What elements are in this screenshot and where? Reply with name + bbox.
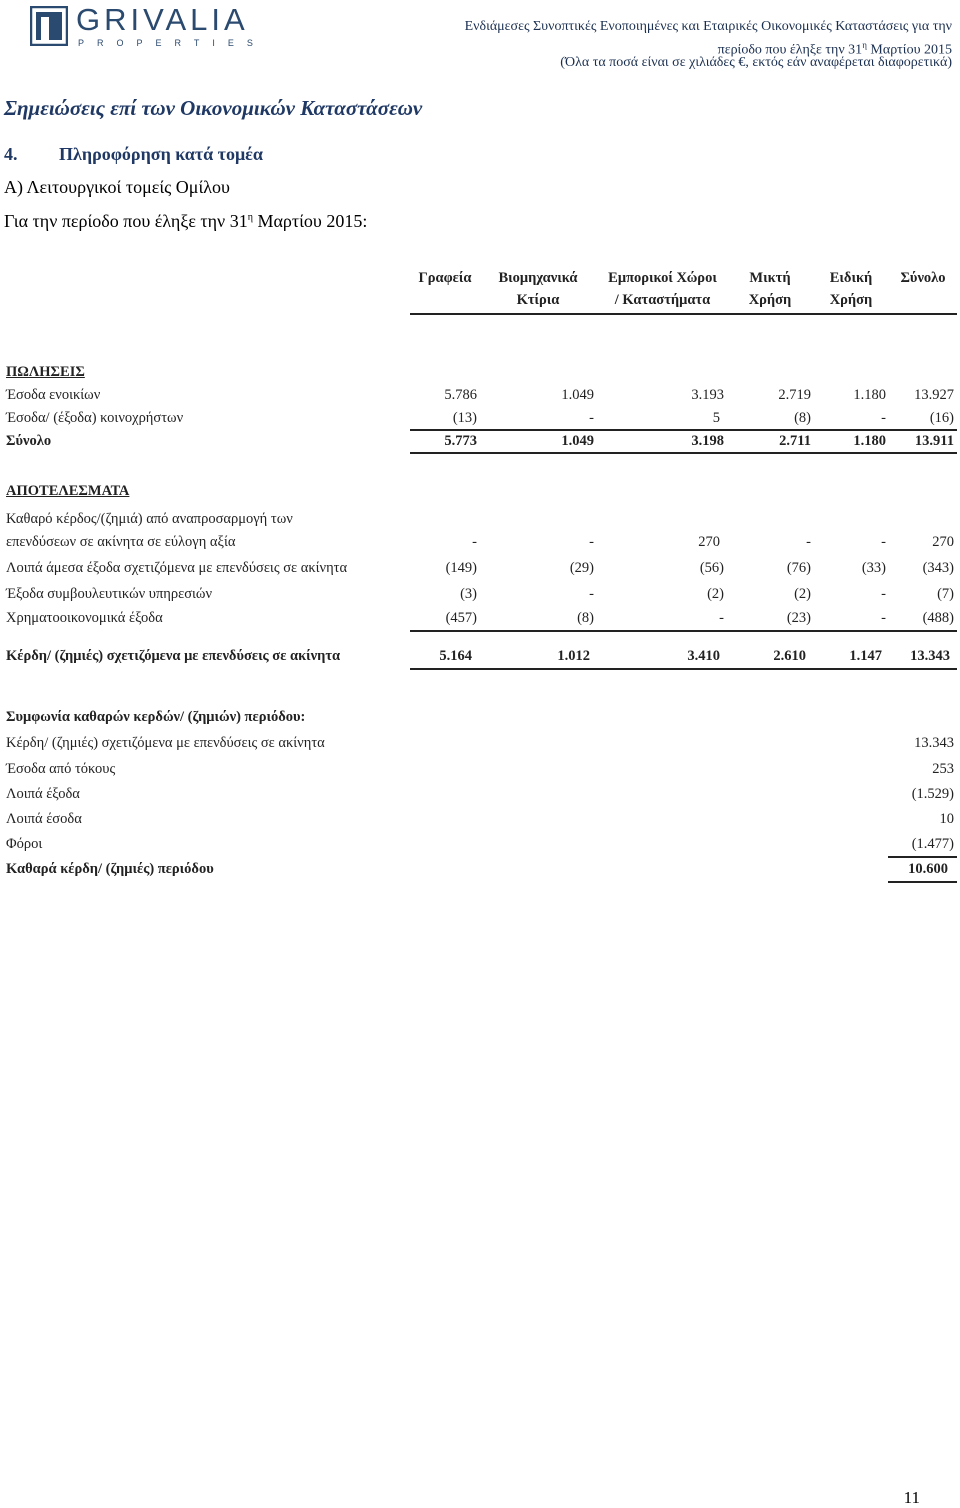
header-rule: [410, 313, 957, 315]
total-rule: [410, 452, 957, 454]
table-cell: 1.049: [561, 433, 594, 449]
sales-heading: ΠΩΛΗΣΕΙΣ: [6, 364, 85, 380]
table-cell: (149): [445, 560, 477, 576]
table-cell: 5.164: [439, 648, 472, 664]
table-cell: -: [881, 410, 886, 426]
table-cell: 1.180: [853, 387, 886, 403]
table-cell: (1.477): [911, 836, 954, 852]
table-cell: (343): [922, 560, 954, 576]
table-cell: (76): [786, 560, 811, 576]
table-cell: (56): [699, 560, 724, 576]
col-header-total: Σύνολο: [900, 270, 946, 286]
table-cell: -: [719, 610, 724, 626]
row-label: Καθαρό κέρδος/(ζημιά) από αναπροσαρμογή των: [6, 511, 293, 527]
table-cell: -: [881, 610, 886, 626]
table-cell: (16): [929, 410, 954, 426]
section-title: Σημειώσεις επί των Οικονομικών Καταστάσεων: [4, 96, 423, 120]
table-cell: 10.600: [908, 861, 948, 877]
company-logo: [30, 2, 266, 52]
subtotal-rule: [410, 429, 957, 431]
col-header-mixed: Μικτή Χρήση: [748, 270, 792, 308]
table-cell: (3): [460, 586, 477, 602]
table-cell: -: [589, 534, 594, 550]
row-label: Λοιπά έξοδα: [6, 786, 80, 802]
logo-brand-sub: PROPERTIES: [78, 38, 266, 48]
row-label: Έσοδα ενοικίων: [6, 387, 101, 403]
table-cell: -: [589, 586, 594, 602]
table-cell: (33): [861, 560, 886, 576]
table-cell: 2.610: [773, 648, 806, 664]
table-cell: 1.049: [561, 387, 594, 403]
period-heading: Για την περίοδο που έληξε την $31^\eta$ Μαρτίου 2015:: [4, 211, 368, 231]
row-label: Λοιπά άμεσα έξοδα σχετιζόμενα με επενδύσεις σε ακίνητα: [6, 560, 348, 576]
row-label: Έσοδα από τόκους: [6, 761, 116, 777]
page-number: 11: [903, 1488, 920, 1507]
subtotal-rule: [888, 856, 957, 858]
table-cell: (29): [569, 560, 594, 576]
table-cell: 1.147: [849, 648, 882, 664]
header-line-3: (Όλα τα ποσά είναι σε χιλιάδες €, εκτός εάν αναφέρεται διαφορετικά): [560, 55, 952, 70]
results-heading: ΑΠΟΤΕΛΕΣΜΑΤΑ: [6, 483, 130, 499]
row-label: Σύνολο: [6, 433, 52, 449]
header-line-2: περίοδο που έληξε την $31^\eta$ Μαρτίου 2015: [717, 40, 952, 58]
table-cell: 3.198: [691, 433, 724, 449]
table-cell: (488): [922, 610, 954, 626]
table-cell: 13.343: [910, 648, 950, 664]
table-cell: 1.012: [557, 648, 590, 664]
table-cell: -: [806, 534, 811, 550]
row-label: Φόροι: [6, 836, 43, 852]
table-cell: (13): [452, 410, 477, 426]
logo-brand-name: GRIVALIA: [76, 2, 249, 37]
logo-mark-icon: [30, 6, 68, 46]
row-label: Έσοδα/ (έξοδα) κοινοχρήστων: [6, 410, 184, 426]
segments-heading: Α) Λειτουργικοί τομείς Ομίλου: [4, 177, 230, 197]
table-cell: (8): [577, 610, 594, 626]
col-header-retail: Εμπορικοί Χώροι / Καταστήματα: [608, 270, 717, 308]
table-cell: (23): [786, 610, 811, 626]
table-cell: 13.927: [914, 387, 954, 403]
header-line-1: Ενδιάμεσες Συνοπτικές Ενοποιημένες και Εταιρικές Οικονομικές Καταστάσεις για την: [464, 19, 952, 34]
table-cell: -: [589, 410, 594, 426]
table-cell: -: [472, 534, 477, 550]
row-label: Χρηματοοικονομικά έξοδα: [6, 610, 163, 626]
table-cell: (2): [707, 586, 724, 602]
table-cell: (457): [445, 610, 477, 626]
row-label: Καθαρά κέρδη/ (ζημιές) περιόδου: [6, 861, 214, 877]
row-label: Έξοδα συμβουλευτικών υπηρεσιών: [6, 586, 213, 602]
table-cell: (1.529): [911, 786, 954, 802]
table-cell: (7): [937, 586, 954, 602]
reconciliation-heading: Συμφωνία καθαρών κερδών/ (ζημιών) περιόδου:: [6, 709, 306, 725]
table-cell: 5: [712, 410, 720, 426]
table-cell: (2): [794, 586, 811, 602]
table-cell: -: [881, 534, 886, 550]
table-cell: 10: [939, 811, 954, 827]
table-cell: -: [881, 586, 886, 602]
table-cell: 270: [698, 534, 720, 550]
table-cell: 5.786: [444, 387, 477, 403]
note-title: 4. Πληροφόρηση κατά τομέα: [4, 144, 263, 164]
col-header-offices: Γραφεία: [418, 270, 472, 286]
table-cell: (8): [794, 410, 811, 426]
table-cell: 1.180: [853, 433, 886, 449]
table-cell: 5.773: [444, 433, 477, 449]
table-cell: 253: [932, 761, 954, 777]
col-header-special: Ειδική Χρήση: [829, 270, 873, 308]
row-label: Κέρδη/ (ζημιές) σχετιζόμενα με επενδύσεις σε ακίνητα: [6, 648, 341, 664]
table-cell: 3.193: [691, 387, 724, 403]
table-cell: 2.719: [778, 387, 811, 403]
total-rule: [410, 668, 957, 670]
table-cell: 270: [932, 534, 954, 550]
subtotal-rule: [410, 630, 957, 632]
row-label: επενδύσεων σε ακίνητα σε εύλογη αξία: [6, 534, 236, 550]
row-label: Κέρδη/ (ζημιές) σχετιζόμενα με επενδύσεις σε ακίνητα: [6, 735, 325, 751]
table-cell: 13.343: [914, 735, 954, 751]
col-header-industrial: Βιομηχανικά Κτίρια: [498, 270, 578, 308]
table-cell: 3.410: [687, 648, 720, 664]
row-label: Λοιπά έσοδα: [6, 811, 82, 827]
total-rule: [888, 881, 957, 883]
table-cell: 13.911: [914, 433, 954, 449]
table-cell: 2.711: [779, 433, 811, 449]
